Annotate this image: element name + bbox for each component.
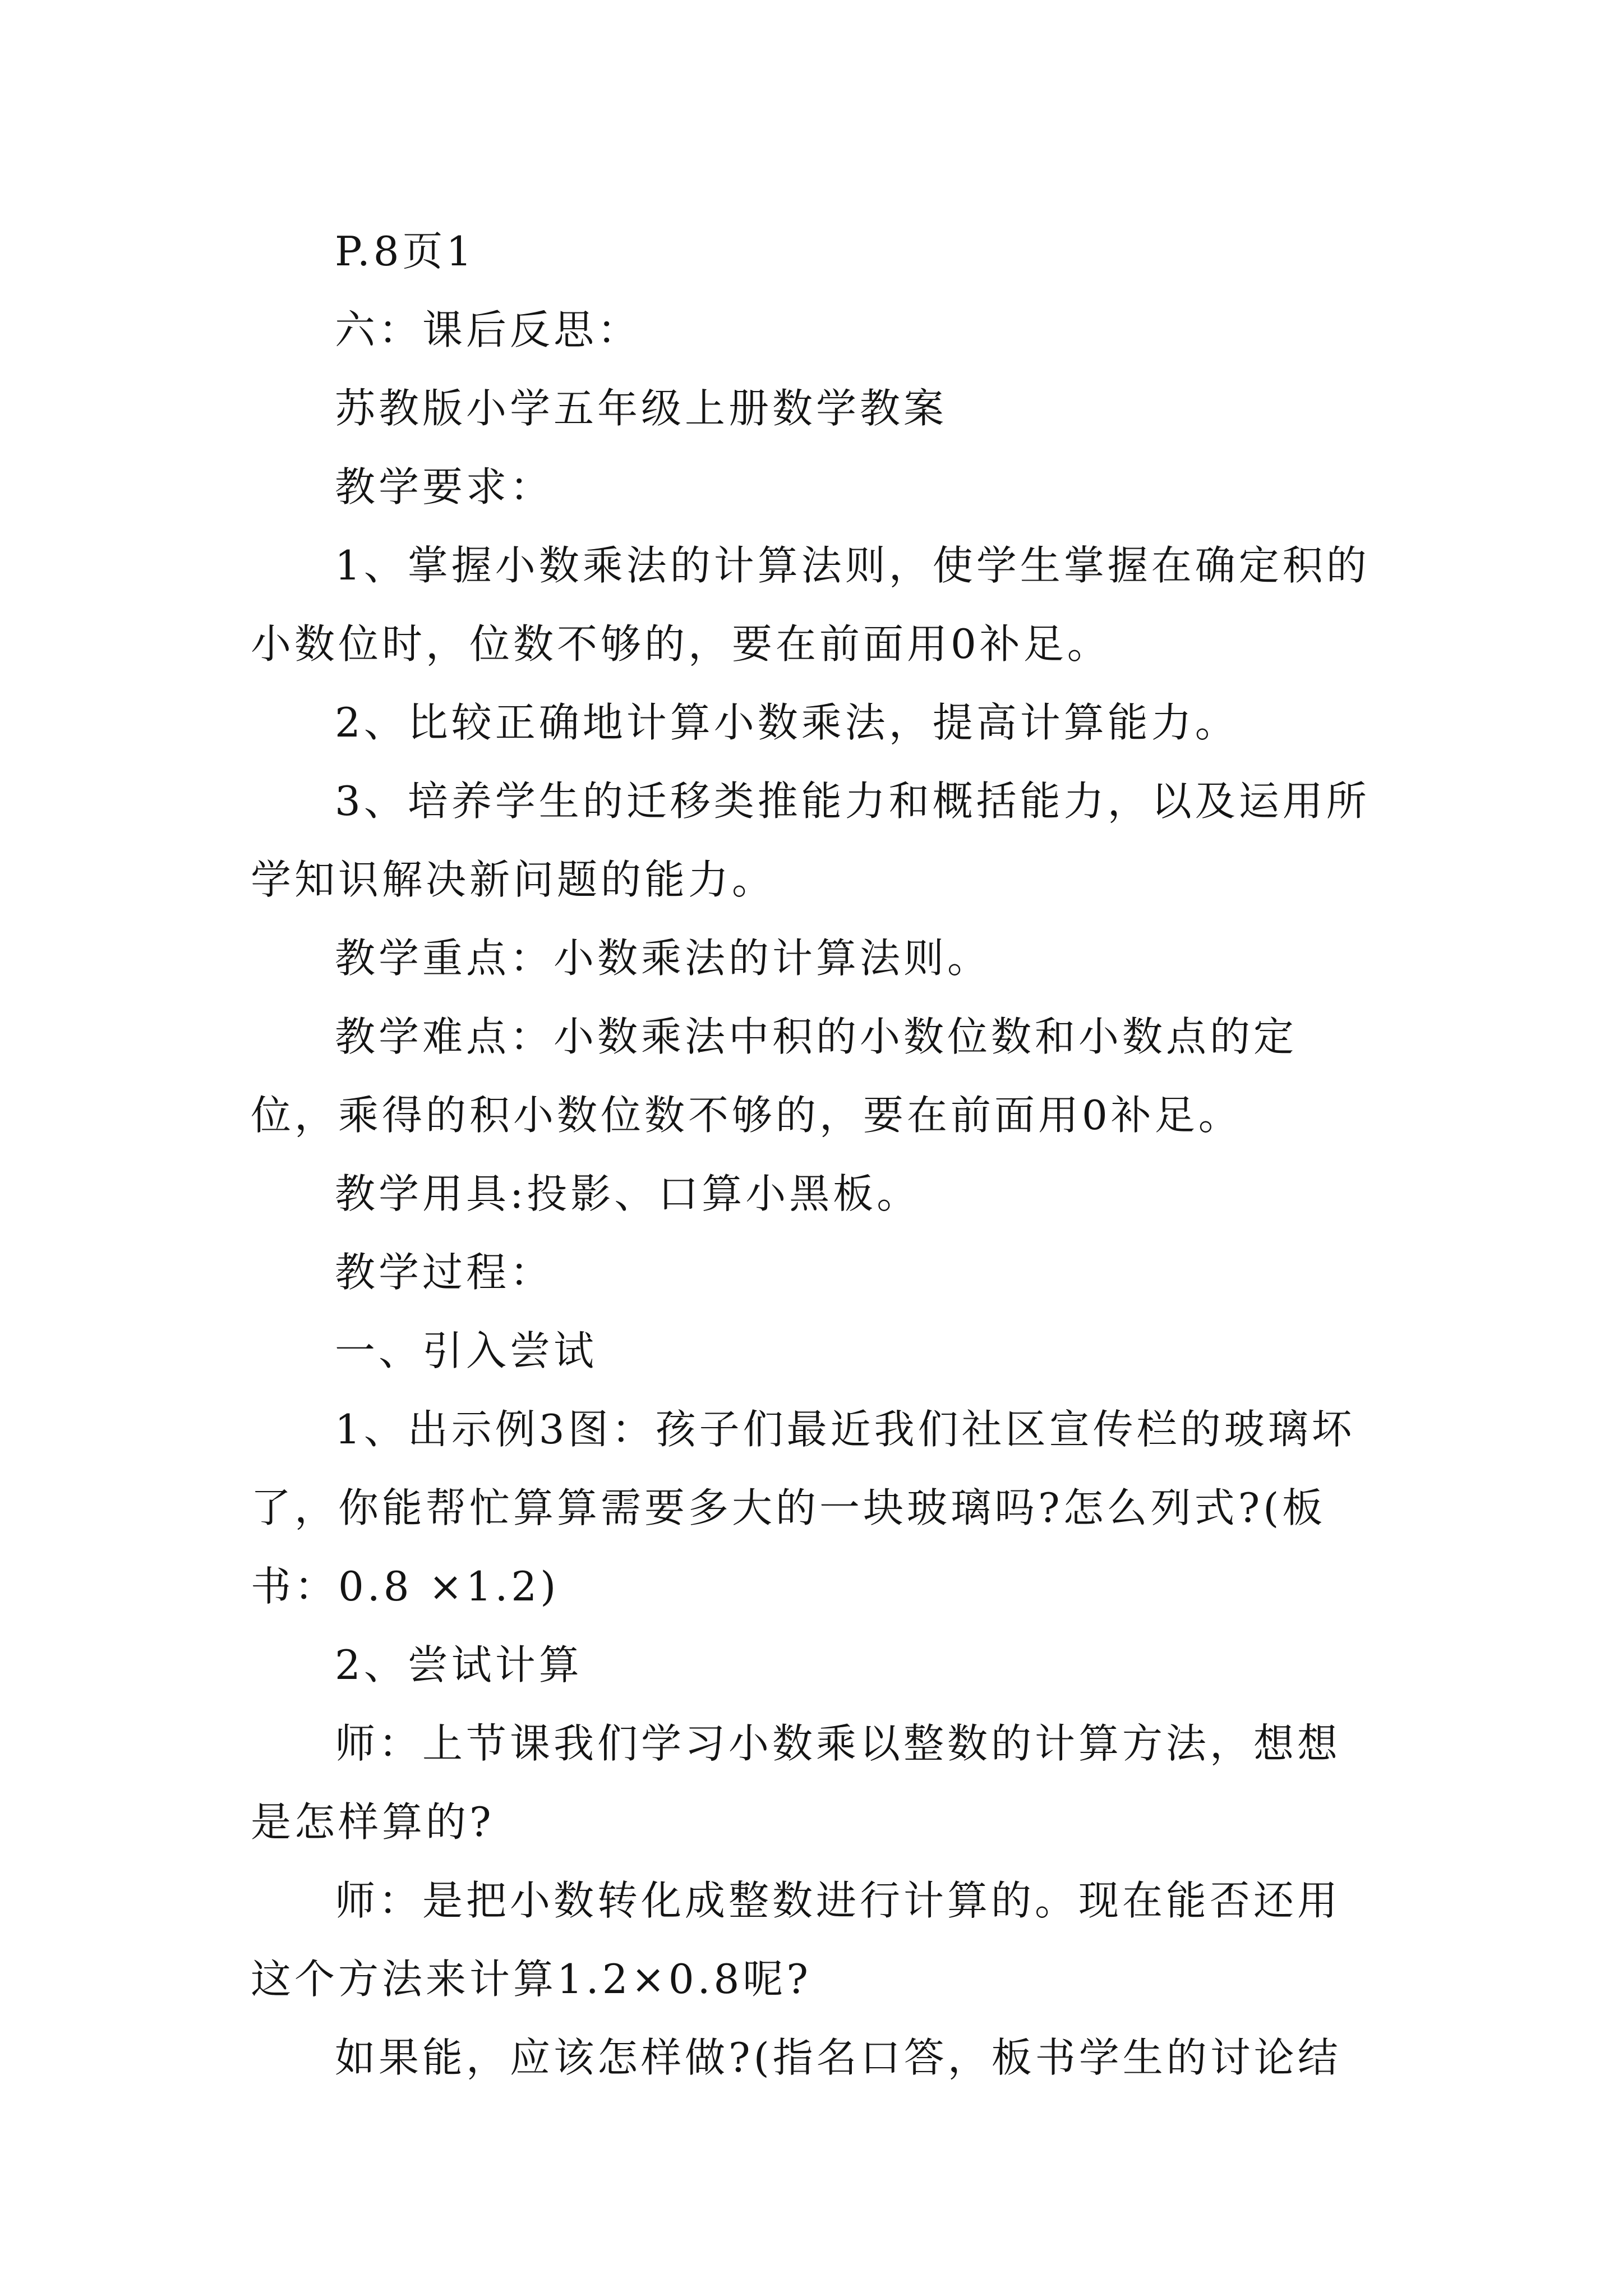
paragraph-requirements-heading: 教学要求： (335, 463, 554, 510)
paragraph-if-possible: 如果能，应该怎样做?(指名口答，板书学生的讨论结 (335, 2034, 1341, 2081)
paragraph-section-1: 一、引入尝试 (335, 1327, 598, 1374)
paragraph-key-point: 教学重点：小数乘法的计算法则。 (335, 935, 992, 982)
paragraph-tools: 教学用具:投影、口算小黑板。 (335, 1170, 921, 1217)
paragraph-difficulty: 教学难点：小数乘法中积的小数位数和小数点的定位，乘得的积小数位数不够的，要在前面用0补足。 (251, 1013, 1298, 1139)
paragraph-page-ref: P.8页1 (335, 228, 476, 275)
paragraph-teacher-question: 师：上节课我们学习小数乘以整数的计算方法，想想是怎样算的? (251, 1720, 1341, 1846)
paragraph-lesson-title: 苏教版小学五年级上册数学教案 (335, 385, 948, 432)
document-body (251, 212, 1372, 2097)
paragraph-reflection-heading: 六：课后反思： (335, 306, 642, 353)
paragraph-requirement-2: 2、比较正确地计算小数乘法，提高计算能力。 (335, 699, 1239, 746)
paragraph-teacher-explain: 师：是把小数转化成整数进行计算的。现在能否还用这个方法来计算1.2×0.8呢? (251, 1877, 1341, 2003)
paragraph-requirement-1: 1、掌握小数乘法的计算法则，使学生掌握在确定积的小数位时，位数不够的，要在前面用0补足。 (251, 542, 1370, 668)
paragraph-trial-calc: 2、尝试计算 (335, 1641, 583, 1688)
paragraph-requirement-3: 3、培养学生的迁移类推能力和概括能力，以及运用所学知识解决新问题的能力。 (251, 777, 1370, 903)
paragraph-process-heading: 教学过程： (335, 1249, 554, 1296)
paragraph-example-3: 1、出示例3图：孩子们最近我们社区宣传栏的玻璃坏了，你能帮忙算算需要多大的一块玻璃吗?怎么列式?(板书：0.8 ×1.2) (251, 1406, 1355, 1610)
